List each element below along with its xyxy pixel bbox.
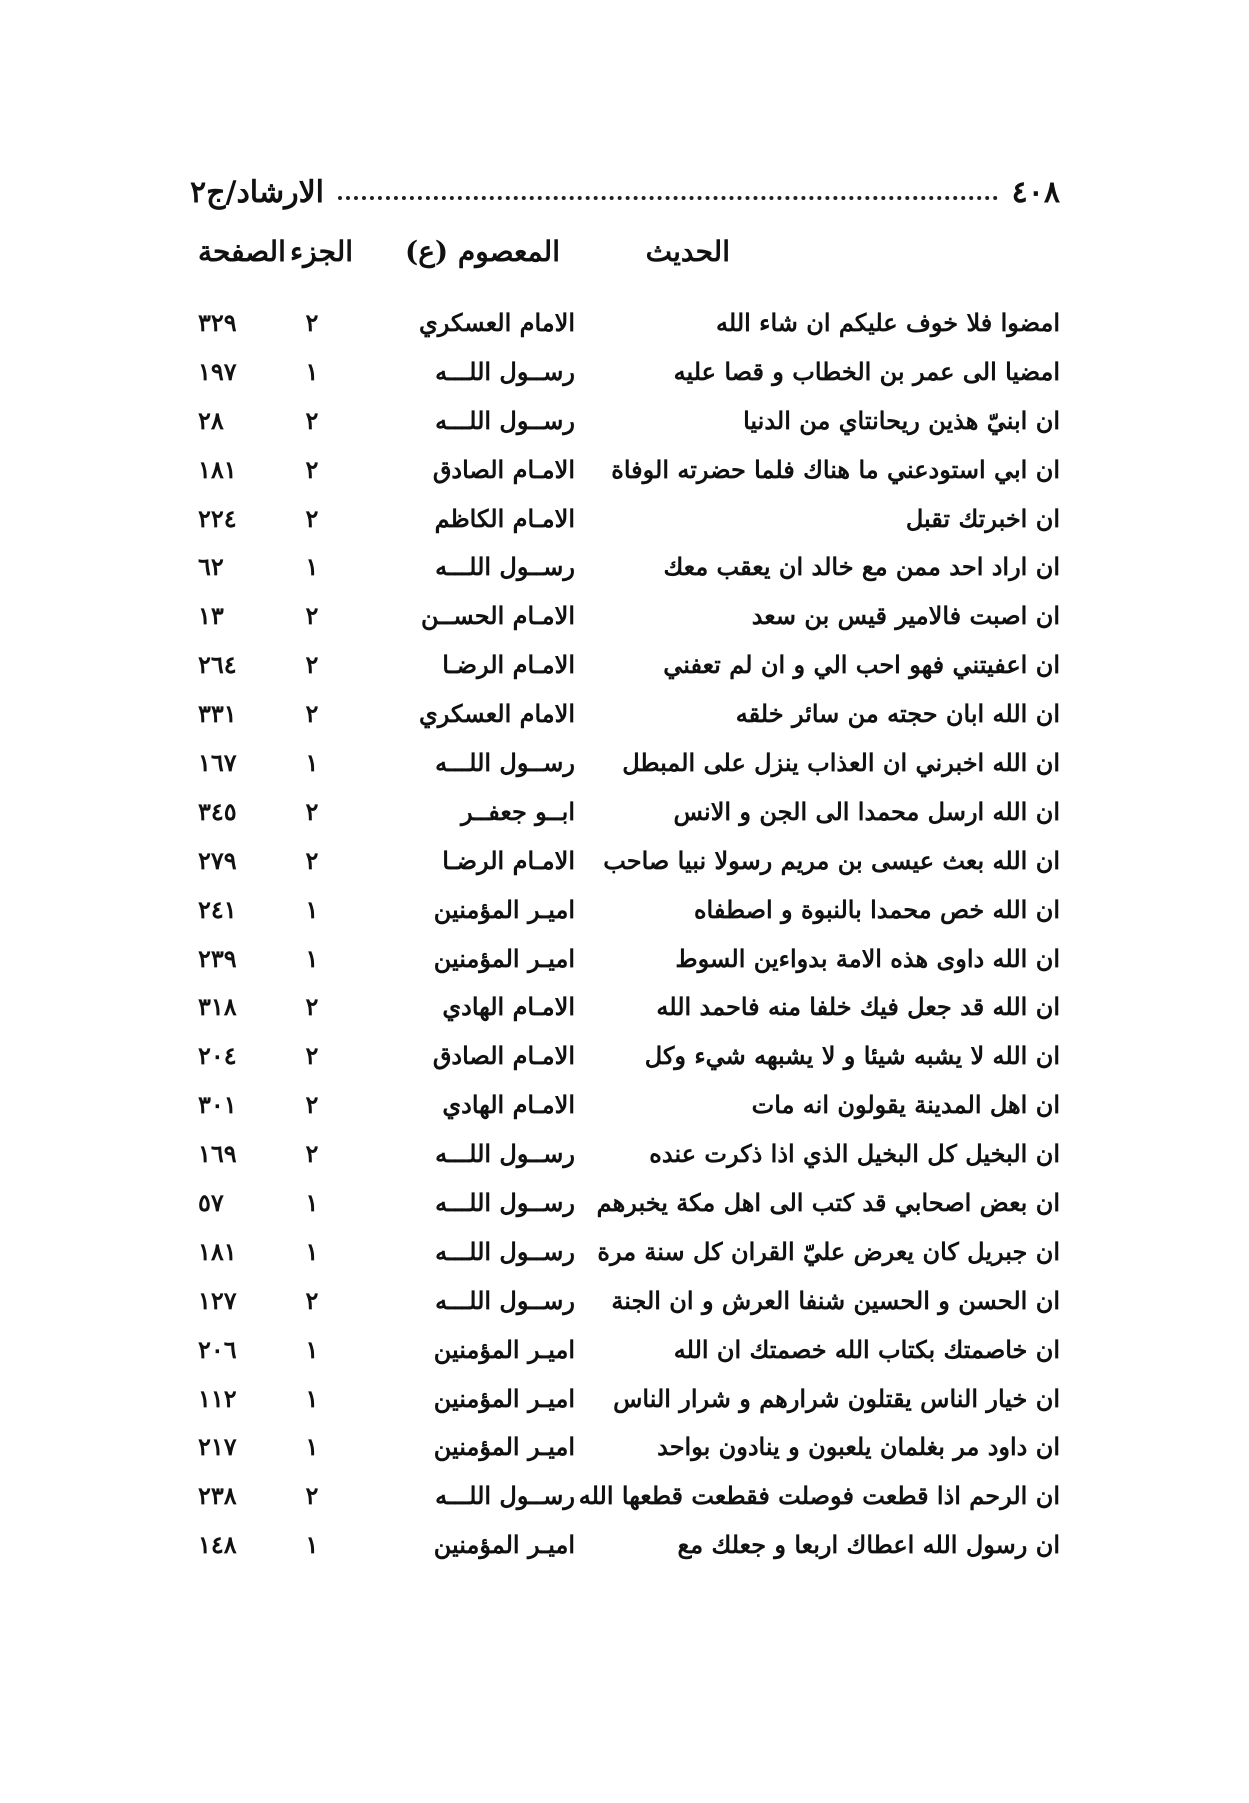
juz-cell: ٢ bbox=[305, 308, 319, 337]
hadith-cell: ان الله ابان حجته من سائر خلقه bbox=[735, 699, 1060, 729]
juz-cell: ٢ bbox=[305, 796, 319, 826]
juz-cell: ٢ bbox=[305, 992, 319, 1022]
masum-cell: رســول اللـــه bbox=[435, 1139, 575, 1169]
running-title: الارشاد/ج٢ bbox=[190, 175, 325, 210]
masum-cell: رســول اللـــه bbox=[435, 552, 575, 582]
hadith-cell: ان داود مر بغلمان يلعبون و ينادون بواحد bbox=[657, 1432, 1060, 1462]
juz-cell: ٢ bbox=[305, 601, 319, 631]
juz-cell: ٢ bbox=[305, 1090, 319, 1120]
page-cell: ١٨١ bbox=[198, 454, 237, 484]
table-row bbox=[190, 1530, 1060, 1579]
masum-cell: اميـر المؤمنين bbox=[433, 1334, 575, 1364]
page-cell: ١٨١ bbox=[198, 1236, 237, 1266]
header-dotted-leader bbox=[338, 196, 998, 200]
hadith-cell: ان الله داوى هذه الامة بدواءين السوط bbox=[675, 943, 1060, 973]
masum-cell: اميـر المؤمنين bbox=[433, 894, 575, 924]
table-row bbox=[190, 1335, 1060, 1384]
masum-cell: اميـر المؤمنين bbox=[433, 943, 575, 973]
page-cell: ٣٠١ bbox=[198, 1090, 237, 1120]
page-cell: ١٦٧ bbox=[198, 748, 237, 778]
page-cell: ٢٠٤ bbox=[198, 1041, 237, 1071]
juz-cell: ١ bbox=[305, 1383, 319, 1413]
hadith-cell: ان جبريل كان يعرض عليّ القران كل سنة مرة bbox=[597, 1236, 1060, 1266]
table-row bbox=[190, 308, 1060, 357]
juz-cell: ١ bbox=[305, 1530, 319, 1560]
page-cell: ٢٨ bbox=[198, 405, 224, 435]
page-cell: ٢٤١ bbox=[198, 894, 237, 924]
juz-cell: ٢ bbox=[305, 503, 319, 533]
hadith-cell: ان البخيل كل البخيل الذي اذا ذكرت عنده bbox=[649, 1139, 1060, 1169]
table-row bbox=[190, 1188, 1060, 1237]
masum-cell: الامـام الكاظم bbox=[434, 503, 575, 533]
hadith-cell: ان اعفيتني فهو احب الي و ان لم تعفني bbox=[663, 650, 1060, 680]
table-header bbox=[190, 235, 1060, 275]
hadith-cell: ان الله لا يشبه شيئا و لا يشبهه شيء وكل bbox=[644, 1041, 1060, 1071]
juz-cell: ١ bbox=[305, 1432, 319, 1462]
masum-cell: الامـام الهادي bbox=[442, 992, 575, 1022]
hadith-cell: ان اخبرتك تقبل bbox=[905, 503, 1060, 533]
page-cell: ٢٧٩ bbox=[198, 845, 237, 875]
table-row bbox=[190, 1090, 1060, 1139]
column-header-masum: المعصوم (ع) bbox=[404, 235, 560, 268]
hadith-cell: ان الله خص محمدا بالنبوة و اصطفاه bbox=[693, 894, 1060, 924]
table-row bbox=[190, 1139, 1060, 1188]
running-header bbox=[190, 160, 1060, 210]
juz-cell: ١ bbox=[305, 1236, 319, 1266]
hadith-cell: ان اراد احد ممن مع خالد ان يعقب معك bbox=[663, 552, 1060, 582]
hadith-cell: ان خيار الناس يقتلون شرارهم و شرار الناس bbox=[613, 1383, 1060, 1413]
hadith-cell: ان اهل المدينة يقولون انه مات bbox=[751, 1090, 1060, 1120]
juz-cell: ١ bbox=[305, 1334, 319, 1364]
page-cell: ٢٠٦ bbox=[198, 1334, 237, 1364]
hadith-cell: ان رسول الله اعطاك اربعا و جعلك مع bbox=[677, 1530, 1060, 1560]
hadith-cell: ان الله بعث عيسى بن مريم رسولا نبيا صاحب bbox=[603, 845, 1060, 875]
juz-cell: ٢ bbox=[305, 405, 319, 435]
page-cell: ٦٢ bbox=[198, 552, 224, 582]
juz-cell: ١ bbox=[305, 552, 319, 582]
juz-cell: ١ bbox=[305, 748, 319, 778]
masum-cell: الامـام الحســن bbox=[421, 601, 575, 631]
table-row bbox=[190, 601, 1060, 650]
page-cell: ٢١٧ bbox=[198, 1432, 237, 1462]
page-cell: ٣٢٩ bbox=[198, 308, 237, 337]
hadith-cell: ان اصبت فالامير قيس بن سعد bbox=[751, 601, 1060, 631]
hadith-cell: امضيا الى عمر بن الخطاب و قصا عليه bbox=[673, 356, 1060, 386]
table-row bbox=[190, 1286, 1060, 1335]
masum-cell: الامـام الرضـا bbox=[442, 650, 575, 680]
page-cell: ٢٢٤ bbox=[198, 503, 237, 533]
masum-cell: رســول اللـــه bbox=[435, 1188, 575, 1218]
page-number: ٤٠٨ bbox=[1011, 175, 1060, 210]
page-cell: ١١٢ bbox=[198, 1383, 237, 1413]
juz-cell: ٢ bbox=[305, 1481, 319, 1511]
page-cell: ٢٣٩ bbox=[198, 943, 237, 973]
hadith-cell: ان خاصمتك بكتاب الله خصمتك ان الله bbox=[673, 1334, 1060, 1364]
juz-cell: ٢ bbox=[305, 1139, 319, 1169]
masum-cell: الامـام الصادق bbox=[432, 1041, 575, 1071]
index-table-body bbox=[190, 308, 1060, 1579]
juz-cell: ٢ bbox=[305, 699, 319, 729]
page-cell: ٣٣١ bbox=[198, 699, 237, 729]
table-row bbox=[190, 1384, 1060, 1433]
table-row bbox=[190, 1041, 1060, 1090]
table-row bbox=[190, 895, 1060, 944]
page-cell: ١٢٧ bbox=[198, 1285, 237, 1315]
masum-cell: اميـر المؤمنين bbox=[433, 1530, 575, 1560]
masum-cell: ابــو جعفــر bbox=[460, 796, 575, 826]
masum-cell: رســول اللـــه bbox=[435, 1285, 575, 1315]
page-cell: ١٩٧ bbox=[198, 356, 237, 386]
masum-cell: رســول اللـــه bbox=[435, 356, 575, 386]
table-row bbox=[190, 797, 1060, 846]
column-header-page: الصفحة bbox=[198, 235, 286, 268]
column-header-juz: الجزء bbox=[290, 235, 353, 268]
page-cell: ١٤٨ bbox=[198, 1530, 237, 1560]
juz-cell: ١ bbox=[305, 943, 319, 973]
table-row bbox=[190, 992, 1060, 1041]
hadith-cell: امضوا فلا خوف عليكم ان شاء الله bbox=[716, 308, 1060, 337]
juz-cell: ١ bbox=[305, 1188, 319, 1218]
page-cell: ٣١٨ bbox=[198, 992, 237, 1022]
hadith-cell: ان الرحم اذا قطعت فوصلت فقطعت قطعها الله bbox=[578, 1481, 1060, 1511]
page-cell: ١٣ bbox=[198, 601, 224, 631]
table-row bbox=[190, 699, 1060, 748]
hadith-cell: ان الحسن و الحسين شنفا العرش و ان الجنة bbox=[611, 1285, 1060, 1315]
juz-cell: ٢ bbox=[305, 650, 319, 680]
table-row bbox=[190, 1237, 1060, 1286]
masum-cell: رســول اللـــه bbox=[435, 1236, 575, 1266]
juz-cell: ٢ bbox=[305, 1285, 319, 1315]
page-cell: ٥٧ bbox=[198, 1188, 224, 1218]
table-row bbox=[190, 650, 1060, 699]
masum-cell: الامام العسكري bbox=[419, 699, 575, 729]
table-row bbox=[190, 504, 1060, 553]
table-row bbox=[190, 1481, 1060, 1530]
column-header-hadith: الحديث bbox=[645, 235, 730, 268]
masum-cell: اميـر المؤمنين bbox=[433, 1383, 575, 1413]
juz-cell: ٢ bbox=[305, 845, 319, 875]
table-row bbox=[190, 944, 1060, 993]
table-row bbox=[190, 748, 1060, 797]
hadith-cell: ان ابي استودعني ما هناك فلما حضرته الوفاة bbox=[611, 454, 1060, 484]
page-cell: ٢٣٨ bbox=[198, 1481, 237, 1511]
masum-cell: الامـام الهادي bbox=[442, 1090, 575, 1120]
masum-cell: رســول اللـــه bbox=[435, 405, 575, 435]
juz-cell: ٢ bbox=[305, 454, 319, 484]
juz-cell: ١ bbox=[305, 894, 319, 924]
hadith-cell: ان الله اخبرني ان العذاب ينزل على المبطل bbox=[622, 748, 1060, 778]
table-row bbox=[190, 552, 1060, 601]
masum-cell: الامـام الرضـا bbox=[442, 845, 575, 875]
table-row bbox=[190, 357, 1060, 406]
table-row bbox=[190, 406, 1060, 455]
page-cell: ٢٦٤ bbox=[198, 650, 237, 680]
table-row bbox=[190, 455, 1060, 504]
hadith-cell: ان الله ارسل محمدا الى الجن و الانس bbox=[673, 796, 1060, 826]
page-cell: ١٦٩ bbox=[198, 1139, 237, 1169]
masum-cell: اميـر المؤمنين bbox=[433, 1432, 575, 1462]
masum-cell: رســول اللـــه bbox=[435, 1481, 575, 1511]
hadith-cell: ان ابنيّ هذين ريحانتاي من الدنيا bbox=[743, 405, 1060, 435]
masum-cell: الامـام الصادق bbox=[432, 454, 575, 484]
masum-cell: رســول اللـــه bbox=[435, 748, 575, 778]
juz-cell: ١ bbox=[305, 356, 319, 386]
hadith-cell: ان الله قد جعل فيك خلفا منه فاحمد الله bbox=[656, 992, 1060, 1022]
table-row bbox=[190, 1432, 1060, 1481]
hadith-cell: ان بعض اصحابي قد كتب الى اهل مكة يخبرهم bbox=[596, 1188, 1060, 1218]
page-cell: ٣٤٥ bbox=[198, 796, 237, 826]
juz-cell: ٢ bbox=[305, 1041, 319, 1071]
table-row bbox=[190, 846, 1060, 895]
masum-cell: الامام العسكري bbox=[419, 308, 575, 337]
